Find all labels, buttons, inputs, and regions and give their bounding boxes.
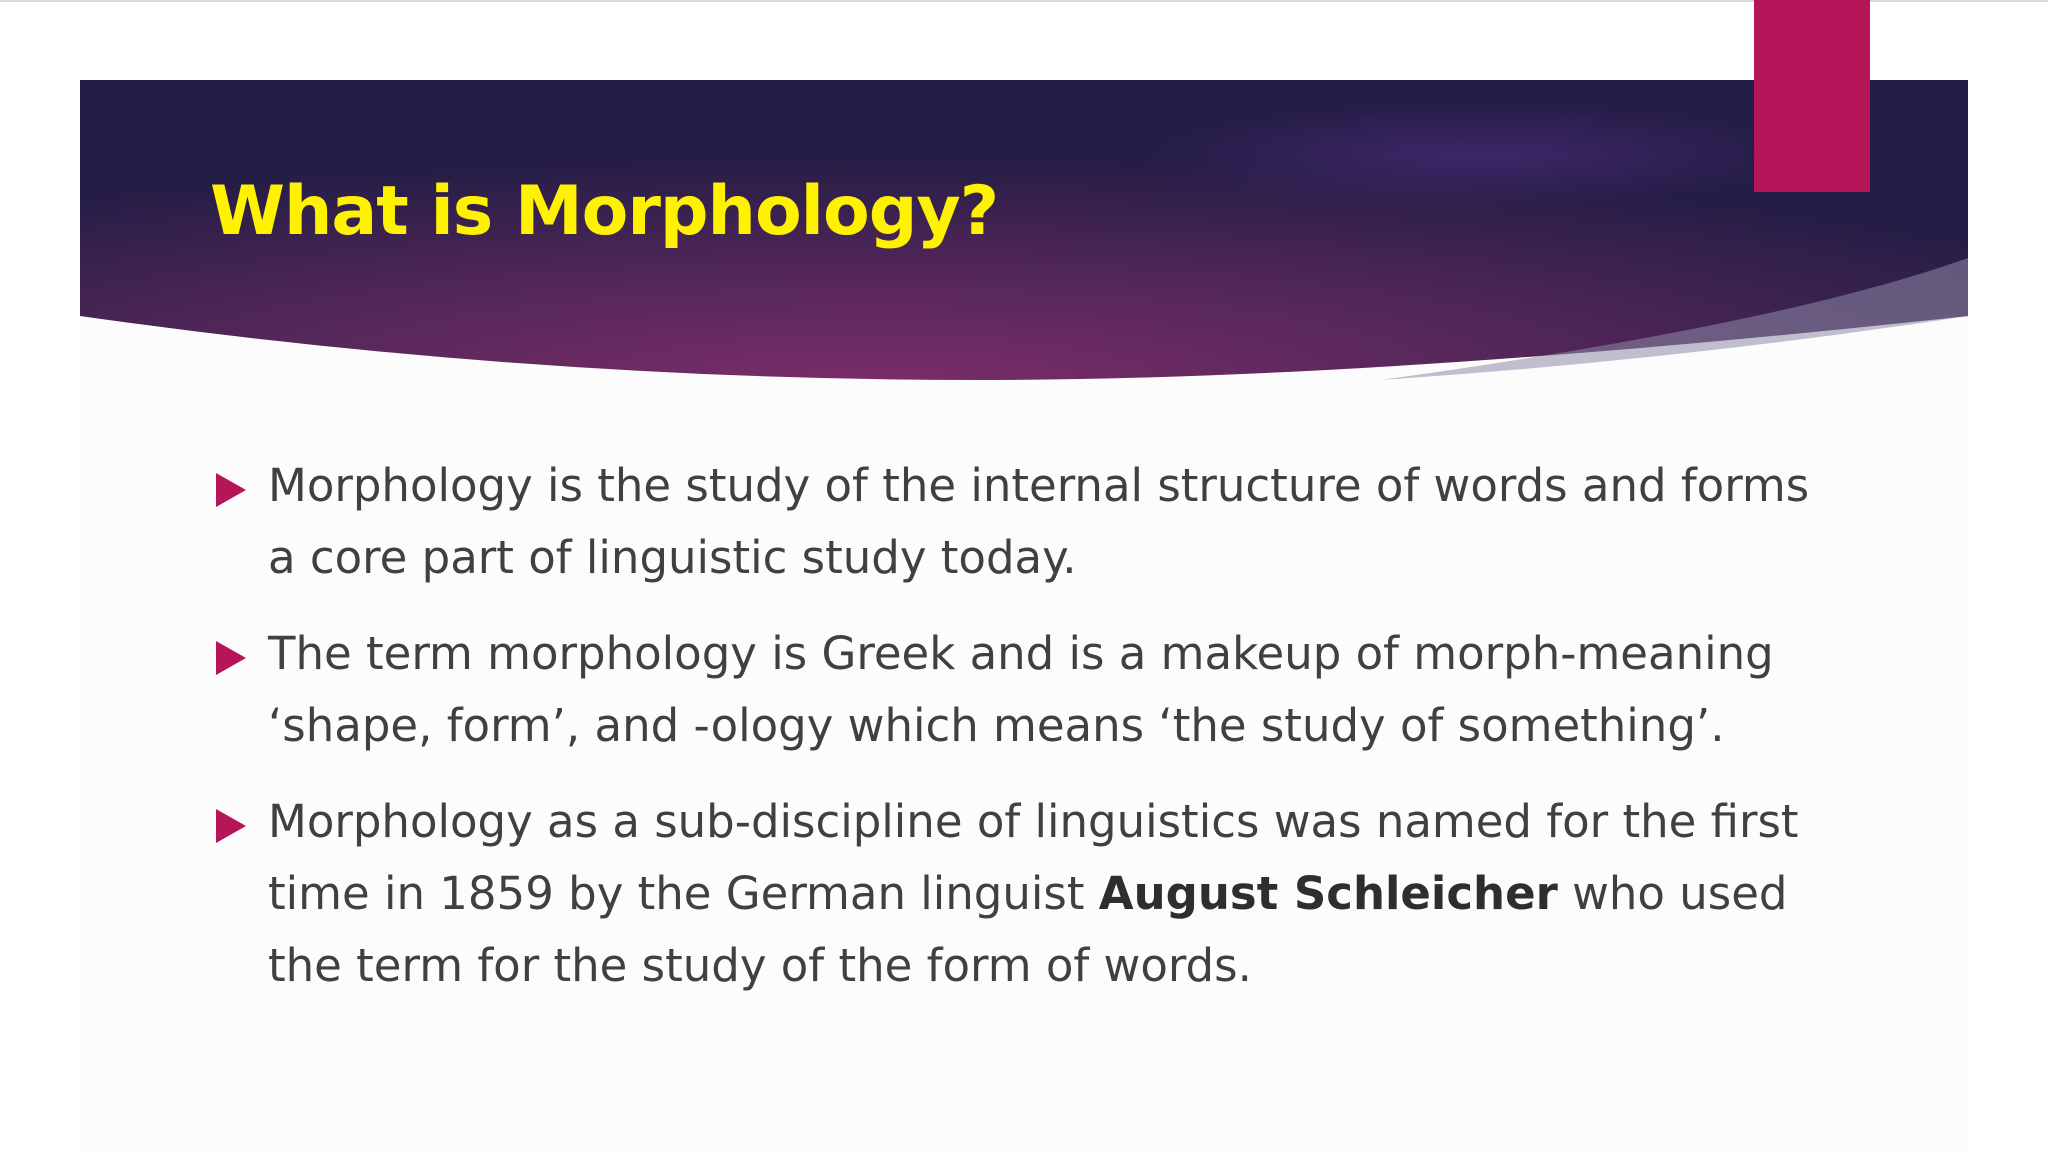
triangle-bullet-icon [216,473,246,507]
bullet-text-before: Morphology as a sub-discipline of linguistics was named for the first time in 1859 by the German linguist [268,795,1799,920]
bullet-text: Morphology is the study of the internal structure of words and forms a core part of linguistic study today. [268,459,1810,584]
triangle-bullet-icon [216,641,246,675]
linguist-name: August Schleicher [1098,867,1558,920]
bullet-item [210,786,1850,1002]
bullet-item [210,450,1850,594]
bullet-list [210,450,1850,1026]
bullet-text: The term morphology is Greek and is a makeup of morph-meaning ‘shape, form’, and -ology which means ‘the study of something’. [268,627,1774,752]
bullet-text-after: who used the term for the study of the form of words. [268,867,1788,992]
slide-title: What is Morphology? [210,172,999,251]
triangle-bullet-icon [216,809,246,843]
bullet-item [210,618,1850,762]
top-border-line [0,0,2048,2]
accent-tab [1754,0,1870,192]
